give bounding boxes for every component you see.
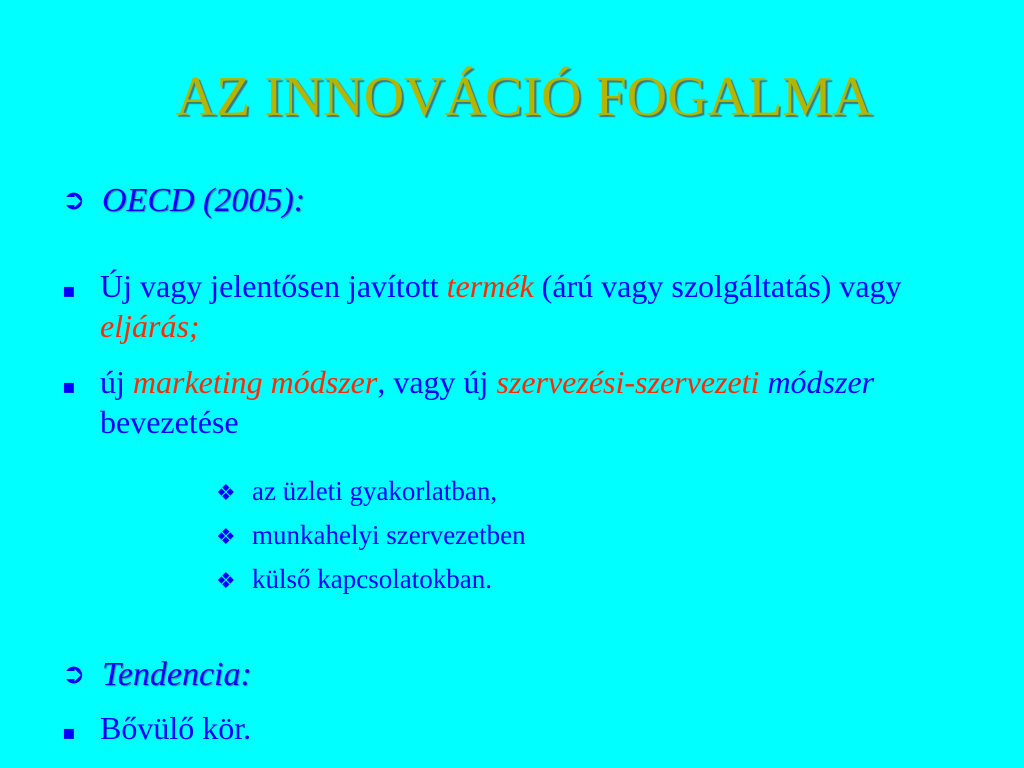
bullet-text: Bővülő kör.	[100, 710, 252, 746]
emphasis-modszer: módszer	[270, 364, 378, 400]
square-bullet-icon: ▪	[62, 278, 76, 302]
emphasis-marketing: marketing	[132, 364, 263, 400]
square-bullet-icon: ▪	[62, 720, 76, 744]
section-heading-oecd	[62, 178, 305, 223]
text-run: Új vagy jelentősen javított	[100, 268, 447, 304]
sub-item-text: külső kapcsolatokban.	[252, 564, 492, 594]
emphasis-termek: termék	[446, 268, 534, 304]
text-run: , vagy új	[377, 364, 497, 400]
section-heading-tendencia	[62, 652, 252, 697]
bullet-text	[100, 362, 962, 442]
square-bullet-icon: ▪	[62, 374, 76, 398]
text-run: ;	[188, 308, 200, 344]
sub-item-3	[216, 562, 492, 599]
bullet-text	[100, 266, 962, 346]
heading-text: OECD (2005):	[102, 182, 306, 219]
emphasis-modszer-2: módszer	[767, 364, 875, 400]
text-run: (árú vagy szolgáltatás) vagy	[533, 268, 902, 304]
sub-item-text: munkahelyi szervezetben	[252, 520, 526, 550]
text-run	[263, 364, 271, 400]
bullet-item-3	[62, 708, 962, 748]
diamond-bullet-icon: ❖	[216, 525, 236, 550]
diamond-bullet-icon: ❖	[216, 569, 236, 594]
sub-item-1	[216, 474, 497, 511]
text-run: bevezetése	[100, 404, 239, 440]
sub-item-text: az üzleti gyakorlatban,	[252, 476, 498, 506]
text-run: új	[100, 364, 133, 400]
emphasis-szervezesi-szervezeti: szervezési-szervezeti	[496, 364, 760, 400]
bullet-item-2	[62, 362, 962, 442]
arrow-icon: ➲	[62, 183, 86, 216]
bullet-item-1	[62, 266, 962, 346]
sub-item-2	[216, 518, 526, 555]
slide-title: AZ INNOVÁCIÓ FOGALMA	[175, 66, 873, 128]
emphasis-eljaras: eljárás	[100, 308, 189, 344]
heading-text: Tendencia:	[102, 656, 252, 693]
arrow-icon: ➲	[62, 657, 86, 690]
diamond-bullet-icon: ❖	[216, 481, 236, 506]
